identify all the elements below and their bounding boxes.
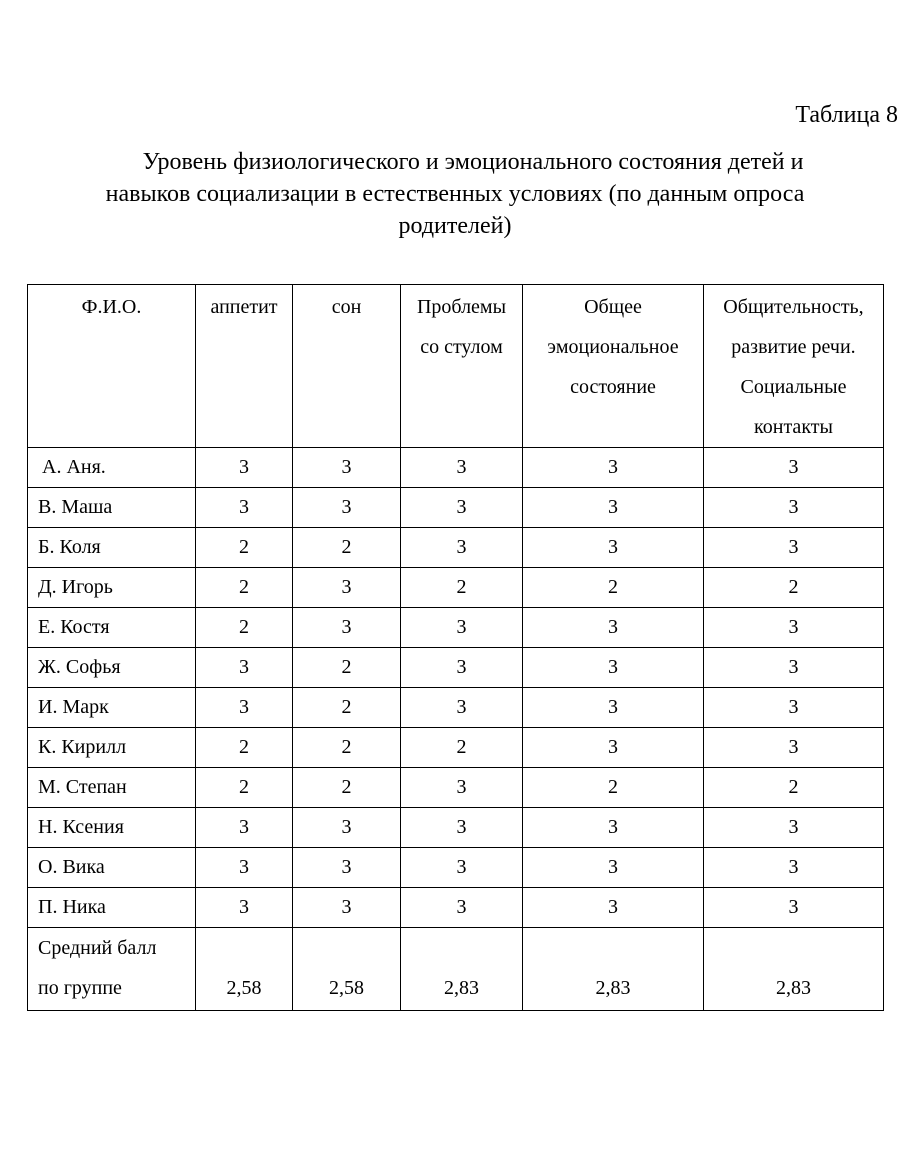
score-cell: 2 <box>523 768 704 808</box>
score-cell: 2 <box>196 608 293 648</box>
score-cell: 3 <box>523 888 704 928</box>
score-cell: 3 <box>704 888 884 928</box>
table-row <box>28 448 884 488</box>
score-cell: 2 <box>704 768 884 808</box>
score-cell: 3 <box>293 448 401 488</box>
score-cell: 3 <box>401 768 523 808</box>
table-row <box>28 848 884 888</box>
score-cell: 3 <box>196 648 293 688</box>
table-row <box>28 688 884 728</box>
child-name: О. Вика <box>28 848 196 888</box>
score-cell: 3 <box>196 888 293 928</box>
score-cell: 3 <box>401 648 523 688</box>
score-cell: 3 <box>523 728 704 768</box>
child-name: Н. Ксения <box>28 808 196 848</box>
score-cell: 2 <box>196 568 293 608</box>
score-cell: 3 <box>523 528 704 568</box>
child-name: П. Ника <box>28 888 196 928</box>
child-name: Б. Коля <box>28 528 196 568</box>
caption-line-1: Уровень физиологического и эмоционального состояния детей и <box>142 149 804 175</box>
score-cell: 3 <box>196 848 293 888</box>
score-cell: 3 <box>401 848 523 888</box>
score-cell: 2 <box>293 768 401 808</box>
score-cell: 3 <box>196 448 293 488</box>
score-cell: 3 <box>401 888 523 928</box>
score-cell: 3 <box>401 448 523 488</box>
table-row <box>28 648 884 688</box>
score-cell: 3 <box>523 648 704 688</box>
table-row <box>28 568 884 608</box>
table-number: Таблица 8 <box>795 102 898 128</box>
score-cell: 2 <box>293 688 401 728</box>
table-header-row <box>28 285 884 448</box>
child-name: Е. Костя <box>28 608 196 648</box>
average-score-cell: 2,58 <box>196 928 293 1011</box>
table-row <box>28 608 884 648</box>
results-table <box>27 284 884 1011</box>
table-row <box>28 768 884 808</box>
average-score-cell: 2,83 <box>704 928 884 1011</box>
table-caption <box>40 146 870 242</box>
score-cell: 3 <box>704 728 884 768</box>
score-cell: 3 <box>523 448 704 488</box>
header-emotional-state: Общее эмоциональное состояние <box>523 285 704 448</box>
score-cell: 3 <box>196 808 293 848</box>
score-cell: 3 <box>704 528 884 568</box>
score-cell: 2 <box>293 728 401 768</box>
score-cell: 3 <box>523 488 704 528</box>
score-cell: 3 <box>401 488 523 528</box>
score-cell: 3 <box>523 688 704 728</box>
child-name: К. Кирилл <box>28 728 196 768</box>
score-cell: 3 <box>704 608 884 648</box>
score-cell: 2 <box>523 568 704 608</box>
score-cell: 3 <box>196 688 293 728</box>
table-row <box>28 528 884 568</box>
table-row <box>28 888 884 928</box>
child-name: Ж. Софья <box>28 648 196 688</box>
child-name: А. Аня. <box>28 448 196 488</box>
child-name: И. Марк <box>28 688 196 728</box>
score-cell: 2 <box>293 648 401 688</box>
score-cell: 2 <box>401 568 523 608</box>
score-cell: 3 <box>704 848 884 888</box>
score-cell: 3 <box>401 808 523 848</box>
header-sleep: сон <box>293 285 401 448</box>
child-name: Д. Игорь <box>28 568 196 608</box>
header-appetite: аппетит <box>196 285 293 448</box>
caption-line-2: навыков социализации в естественных условиях (по данным опроса <box>105 181 805 207</box>
score-cell: 3 <box>293 808 401 848</box>
score-cell: 3 <box>523 808 704 848</box>
score-cell: 3 <box>293 608 401 648</box>
score-cell: 3 <box>704 808 884 848</box>
table-row <box>28 488 884 528</box>
score-cell: 3 <box>293 488 401 528</box>
score-cell: 3 <box>704 448 884 488</box>
child-name: М. Степан <box>28 768 196 808</box>
score-cell: 2 <box>196 728 293 768</box>
score-cell: 3 <box>401 608 523 648</box>
score-cell: 3 <box>401 688 523 728</box>
score-cell: 3 <box>704 688 884 728</box>
score-cell: 3 <box>293 568 401 608</box>
table-body <box>28 448 884 1011</box>
table-row <box>28 808 884 848</box>
score-cell: 2 <box>293 528 401 568</box>
header-sociability: Общительность, развитие речи. Социальные контакты <box>704 285 884 448</box>
score-cell: 3 <box>401 528 523 568</box>
header-name: Ф.И.О. <box>28 285 196 448</box>
score-cell: 3 <box>704 488 884 528</box>
score-cell: 2 <box>704 568 884 608</box>
child-name: В. Маша <box>28 488 196 528</box>
score-cell: 2 <box>196 768 293 808</box>
score-cell: 3 <box>293 848 401 888</box>
average-score-cell: 2,83 <box>401 928 523 1011</box>
table-row <box>28 728 884 768</box>
score-cell: 3 <box>523 608 704 648</box>
score-cell: 3 <box>196 488 293 528</box>
score-cell: 2 <box>401 728 523 768</box>
score-cell: 3 <box>704 648 884 688</box>
caption-line-3: родителей) <box>398 213 512 239</box>
average-label: Средний балл по группе <box>28 928 196 1011</box>
score-cell: 3 <box>293 888 401 928</box>
average-score-cell: 2,83 <box>523 928 704 1011</box>
average-row <box>28 928 884 1011</box>
header-stool-problems: Проблемы со стулом <box>401 285 523 448</box>
average-score-cell: 2,58 <box>293 928 401 1011</box>
score-cell: 2 <box>196 528 293 568</box>
score-cell: 3 <box>523 848 704 888</box>
